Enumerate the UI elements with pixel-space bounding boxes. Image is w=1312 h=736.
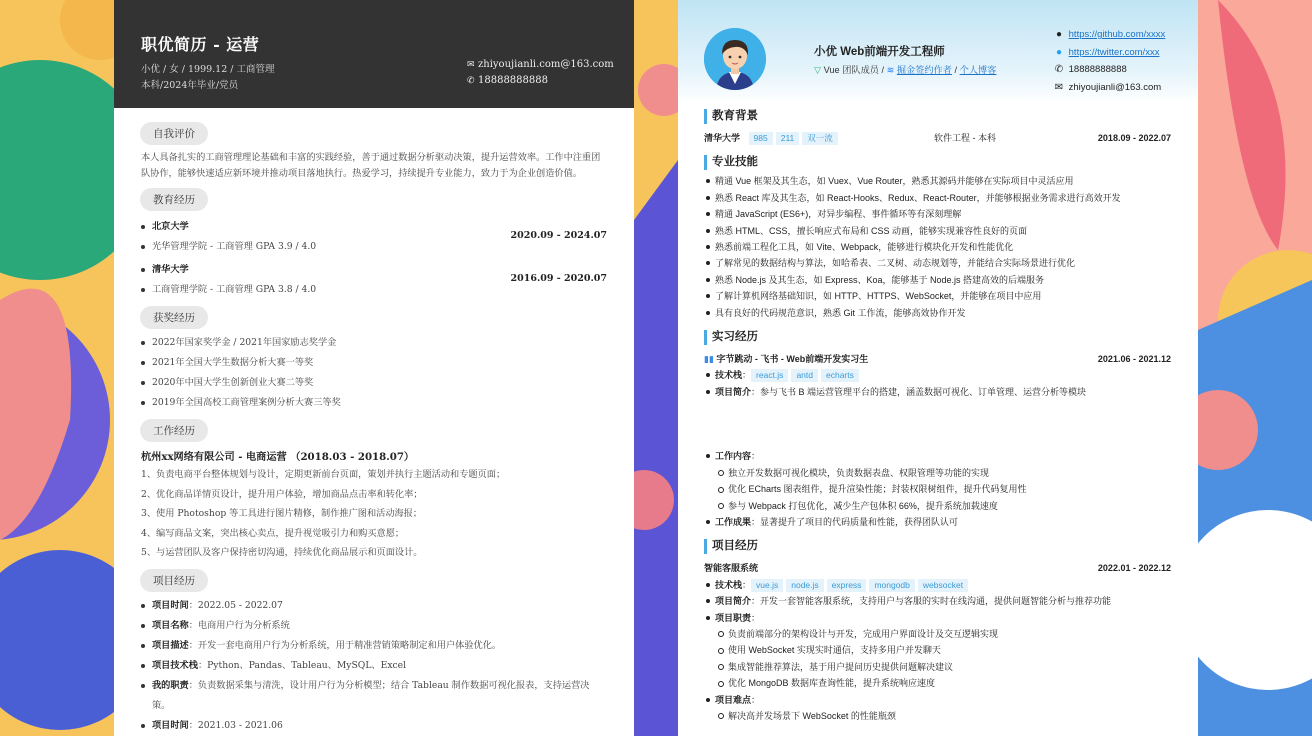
duty-label: 项目职责	[715, 612, 752, 623]
stack-tag: echarts	[821, 369, 859, 382]
mail-icon: ✉	[467, 60, 475, 70]
project-item-label: 项目时间	[152, 599, 189, 611]
stack-tag: express	[827, 579, 867, 592]
background-left	[0, 0, 114, 736]
education-row	[704, 130, 1171, 146]
result-label: 工作成果	[715, 516, 752, 527]
skill-item: 了解常见的数据结构与算法，如哈希表、二叉树、动态规划等，并能结合实际场景进行优化	[704, 255, 1171, 271]
work-label: 工作内容	[715, 451, 752, 462]
stack-tag: mongodb	[869, 579, 914, 592]
project-item-value: ：电商用户行为分析系统	[188, 619, 290, 631]
twitter-icon: ●	[1055, 46, 1063, 58]
award-item: 2019年全国高校工商管理案例分析大赛三等奖	[141, 393, 607, 413]
stack-tag: vue.js	[751, 579, 783, 592]
education-date: 2020.09 - 2024.07	[510, 230, 607, 241]
vue-member-tag: Vue 团队成员 /	[823, 65, 887, 75]
background-right	[1198, 0, 1312, 736]
school-detail: 光华管理学院 - 工商管理 GPA 3.9 / 4.0	[141, 237, 607, 257]
stack-tag: react.js	[751, 369, 788, 382]
intro-label: 项目简介	[715, 386, 752, 397]
stack-tag: websocket	[918, 579, 968, 592]
duty-item: 负责前端部分的架构设计与开发，完成用户界面设计及交互逻辑实现	[704, 626, 1171, 642]
intro-label: 项目简介	[715, 596, 752, 607]
stack-tag: node.js	[786, 579, 823, 592]
basic-info-line1: 小优 / 女 / 1999.12 / 工商管理	[141, 64, 275, 75]
section-skills: 专业技能	[704, 155, 1171, 170]
identity-tags	[814, 62, 996, 76]
project-item	[141, 636, 607, 656]
work-item: 优化 ECharts 图表组件，提升渲染性能；封装权限树组件，提升代码复用性	[704, 481, 1171, 497]
project-item-label: 项目名称	[152, 619, 189, 631]
intro-text: ：开发一套智能客服系统，支持用户与客服的实时在线沟通，提供问题智能分析与推荐功能	[751, 596, 1112, 607]
avatar	[704, 28, 766, 90]
stack-label: 技术栈	[715, 579, 743, 590]
school-name: 北京大学	[141, 217, 607, 237]
work-item: 2、优化商品详情页设计，提升用户体验，增加商品点击率和转化率；	[141, 488, 423, 500]
section-education: 教育经历	[140, 188, 208, 211]
duty-item: 使用 WebSocket 实现实时通信，支持多用户并发聊天	[704, 642, 1171, 658]
project-item-label: 项目时间	[152, 719, 189, 731]
intro-text: ：参与飞书 B 端运营管理平台的搭建，涵盖数据可视化、订单管理、运营分析等模块	[751, 386, 1087, 397]
skill-item: 熟悉前端工程化工具，如 Vite、Webpack，能够进行模块化开发和性能优化	[704, 239, 1171, 255]
phone-icon: ✆	[1054, 64, 1064, 75]
project-item	[141, 616, 607, 636]
duty-item: 集成智能推荐算法，基于用户提问历史提供问题解决建议	[704, 659, 1171, 675]
work-item: 独立开发数据可视化模块，负责数据表盘、权限管理等功能的实现	[704, 465, 1171, 481]
award-item: 2022年国家奖学金 / 2021年国家励志奖学金	[141, 333, 607, 353]
work-item: 4、编写商品文案，突出核心卖点，提升视觉吸引力和购买意愿；	[141, 527, 405, 539]
project-item-value: ：Python、Pandas、Tableau、MySQL、Excel	[197, 659, 407, 671]
school-name: 清华大学	[141, 260, 607, 280]
school-tag: 985	[749, 132, 773, 145]
project-item	[141, 656, 607, 676]
internship-date: 2021.06 - 2021.12	[1097, 354, 1171, 365]
section-work: 工作经历	[140, 419, 208, 442]
stack-tag: antd	[791, 369, 818, 382]
internship-title: 字节跳动 - 飞书 - Web前端开发实习生	[716, 354, 869, 365]
education-date: 2018.09 - 2022.07	[1097, 133, 1171, 143]
skill-item: 具有良好的代码规范意识，熟悉 Git 工作流，能够高效协作开发	[704, 305, 1171, 321]
juejin-link[interactable]: 掘金签约作者	[896, 65, 952, 75]
award-item: 2020年中国大学生创新创业大赛二等奖	[141, 373, 607, 393]
background-art-left	[0, 0, 114, 736]
project-item-label: 项目描述	[152, 639, 189, 651]
result-text: ：显著提升了项目的代码质量和性能，获得团队认可	[751, 516, 959, 527]
work-item: 参与 Webpack 打包优化，减少生产包体积 66%，提升系统加载速度	[704, 498, 1171, 514]
project-title-row	[704, 560, 1171, 576]
major: 软件工程 - 本科	[934, 133, 996, 143]
tag-separator: /	[952, 65, 960, 75]
email-text: zhiyoujianli.com@163.com	[478, 59, 614, 70]
awards-list	[141, 333, 607, 413]
github-link[interactable]: https://github.com/xxxx	[1068, 29, 1166, 40]
project-stack: 技术栈： vue.js node.js express mongodb websocket	[704, 577, 1171, 593]
project-item-value: ：开发一套电商用户行为分析系统，用于精准营销策略制定和用户体验优化。	[188, 639, 502, 651]
section-project: 项目经历	[140, 569, 208, 592]
resume-right	[678, 0, 1198, 736]
diff-label: 项目难点	[715, 694, 752, 705]
stack-label: 技术栈	[715, 370, 743, 381]
internship-title-row	[704, 351, 1171, 367]
diff-item: 解决高并发场景下 WebSocket 的性能瓶颈	[704, 708, 1171, 724]
section-self-eval: 自我评价	[140, 122, 208, 145]
project-item-label: 项目技术栈	[152, 659, 198, 671]
resume-right-header	[678, 0, 1198, 103]
skill-item: 熟悉 HTML、CSS，擅长响应式布局和 CSS 动画，能够实现兼容性良好的页面	[704, 223, 1171, 239]
project-item-value: ：2022.05 - 2022.07	[188, 599, 283, 611]
background-middle	[634, 0, 678, 736]
resume-left-header	[114, 0, 634, 108]
project-difficulties: 项目难点：	[704, 692, 1171, 708]
project-list	[141, 596, 607, 736]
project-item-value: ：负责数据采集与清洗，设计用户行为分析模型；结合 Tableau 制作数据可视化报表，支持运营决策。	[152, 679, 590, 711]
twitter-link[interactable]: https://twitter.com/xxx	[1068, 46, 1160, 58]
self-eval-text: 本人具备扎实的工商管理理论基础和丰富的实践经验，善于通过数据分析驱动决策，提升运营效率。工作中注重团队协作，能够快速适应新环境并推动项目落地执行。热爱学习，持续提升专业能力，致力于为企业创造价值。	[141, 152, 601, 179]
school-name: 清华大学	[704, 133, 741, 143]
school-tag: 双一流	[802, 132, 838, 145]
project-date: 2022.01 - 2022.12	[1097, 563, 1171, 574]
background-art-right	[1198, 0, 1312, 736]
work-company: 杭州xx网络有限公司 - 电商运营 （2018.03 - 2018.07）	[141, 451, 415, 463]
contact-block	[467, 57, 614, 89]
bytedance-logo-icon: ▮▮	[704, 354, 714, 365]
project-intro	[704, 593, 1171, 609]
email-text: zhiyoujianli@163.com	[1068, 81, 1162, 93]
work-item: 1、负责电商平台整体规划与设计，定期更新前台页面，策划并执行主题活动和专题页面；	[141, 469, 506, 480]
vue-logo-icon: ▽	[814, 65, 822, 75]
project-title: 智能客服系统	[704, 563, 759, 574]
resume-title: 职优简历 - 运营	[141, 35, 260, 54]
basic-info-line2: 本科/2024年毕业/党员	[141, 80, 239, 91]
school-tag: 211	[776, 132, 800, 145]
phone-text: 18888888888	[1068, 64, 1127, 75]
section-education: 教育背景	[704, 109, 1171, 124]
internship-work: 工作内容：	[704, 448, 1171, 464]
mail-icon: ✉	[1054, 81, 1064, 93]
project-item	[141, 596, 607, 616]
background-art-middle	[634, 0, 678, 736]
project-duties: 项目职责：	[704, 610, 1171, 626]
section-awards: 获奖经历	[140, 306, 208, 329]
work-item: 5、与运营团队及客户保持密切沟通，持续优化商品展示和页面设计。	[141, 547, 423, 559]
education-item	[141, 217, 607, 257]
internship-stack: 技术栈： react.js antd echarts	[704, 367, 1171, 383]
phone-text: 18888888888	[478, 75, 548, 86]
project-item	[141, 716, 607, 736]
skills-list	[704, 173, 1171, 321]
internship-intro	[704, 384, 1171, 400]
section-projects: 项目经历	[704, 539, 1171, 554]
candidate-name-role: 小优 Web前端开发工程师	[814, 46, 945, 58]
award-item: 2021年全国大学生数据分析大赛一等奖	[141, 353, 607, 373]
work-list	[141, 465, 607, 563]
github-icon: ●	[1055, 29, 1063, 40]
contact-links	[1052, 26, 1165, 96]
project-item-label: 我的职责	[152, 679, 189, 691]
blog-link[interactable]: 个人博客	[959, 65, 997, 75]
skill-item: 熟悉 Node.js 及其生态，如 Express、Koa，能够基于 Node.js 搭建高效的后端服务	[704, 272, 1171, 288]
duty-item: 优化 MongoDB 数据库查询性能，提升系统响应速度	[704, 675, 1171, 691]
education-item	[141, 260, 607, 300]
internship-result	[704, 514, 1171, 530]
work-item: 3、使用 Photoshop 等工具进行图片精修，制作推广图和活动海报；	[141, 508, 423, 520]
skill-item: 了解计算机网络基础知识，如 HTTP、HTTPS、WebSocket，并能够在项目中应用	[704, 288, 1171, 304]
skill-item: 熟悉 React 库及其生态，如 React-Hooks、Redux、React-Router，并能够根据业务需求进行高效开发	[704, 190, 1171, 206]
resume-left	[114, 0, 634, 736]
phone-icon: ✆	[467, 76, 475, 86]
avatar-illustration	[704, 28, 766, 90]
skill-item: 精通 Vue 框架及其生态，如 Vuex、Vue Router，熟悉其源码并能够在实际项目中灵活应用	[704, 173, 1171, 189]
juejin-icon: ≋	[886, 65, 895, 75]
project-item-value: ：2021.03 - 2021.06	[188, 719, 283, 731]
skill-item: 精通 JavaScript (ES6+)，对异步编程、事件循环等有深刻理解	[704, 206, 1171, 222]
section-internship: 实习经历	[704, 330, 1171, 345]
education-date: 2016.09 - 2020.07	[510, 273, 607, 284]
project-item	[141, 676, 607, 716]
school-detail: 工商管理学院 - 工商管理 GPA 3.8 / 4.0	[141, 280, 607, 300]
